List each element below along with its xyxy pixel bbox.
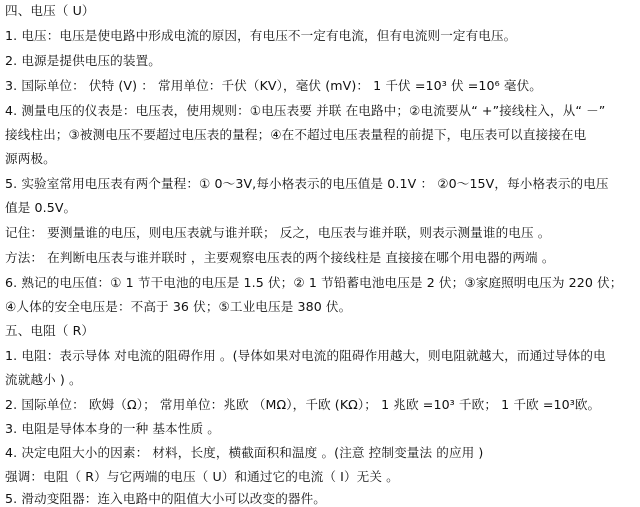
text-line: 6. 熟记的电压值：① 1 节干电池的电压是 1.5 伏；② 1 节铅蓄电池电压是 2 伏；③家庭照明电压为 220 伏； xyxy=(5,275,623,290)
text-line: 4. 测量电压的仪表是：电压表，使用规则：①电压表要 并联 在电路中；②电流要从“ +”接线柱入，从“ －” xyxy=(5,103,606,118)
text-line: 3. 国际单位： 伏特 (V) ： 常用单位：千伏（KV），毫伏 (mV)： 1 千伏 =10³ 伏 =10⁶ 毫伏。 xyxy=(5,78,542,93)
text-line: 4. 决定电阻大小的因素： 材料，长度，横截面积和温度 。(注意 控制变量法 的应用 ) xyxy=(5,445,484,460)
text-line: 2. 国际单位： 欧姆（Ω）； 常用单位：兆欧 （MΩ），千欧 (KΩ）； 1 兆欧 =10³ 千欧； 1 千欧 =10³欧。 xyxy=(5,397,601,412)
text-line: 源两极。 xyxy=(5,151,56,166)
text-line: 强调：电阻（ R）与它两端的电压（ U）和通过它的电流（ I）无关 。 xyxy=(5,469,399,484)
text-line: 值是 0.5V。 xyxy=(5,200,77,215)
text-line: ④人体的安全电压是：不高于 36 伏；⑤工业电压是 380 伏。 xyxy=(5,299,352,314)
text-line: 2. 电源是提供电压的装置。 xyxy=(5,53,161,68)
text-line: 流就越小 ) 。 xyxy=(5,372,82,387)
text-line: 方法： 在判断电压表与谁并联时 ，主要观察电压表的两个接线柱是 直接接在哪个用电器的两端 。 xyxy=(5,250,555,265)
text-line: 1. 电压：电压是使电路中形成电流的原因，有电压不一定有电流，但有电流则一定有电压。 xyxy=(5,28,517,43)
text-line: 3. 电阻是导体本身的一种 基本性质 。 xyxy=(5,421,220,436)
text-line: 5. 实验室常用电压表有两个量程：① 0～3V,每小格表示的电压值是 0.1V ： ②0～15V，每小格表示的电压 xyxy=(5,176,609,191)
section-heading-voltage: 四、电压（ U） xyxy=(5,3,95,18)
text-line: 记住： 要测量谁的电压，则电压表就与谁并联； 反之，电压表与谁并联，则表示测量谁的电压 。 xyxy=(5,225,551,240)
text-line: 1. 电阻：表示导体 对电流的阻碍作用 。(导体如果对电流的阻碍作用越大，则电阻就越大，而通过导体的电 xyxy=(5,348,606,363)
text-line: 5. 滑动变阻器：连入电路中的阻值大小可以改变的器件。 xyxy=(5,491,326,506)
section-heading-resistance: 五、电阻（ R） xyxy=(5,323,95,338)
text-line: 接线柱出；③被测电压不要超过电压表的量程；④在不超过电压表量程的前提下，电压表可以直接接在电 xyxy=(5,127,587,142)
